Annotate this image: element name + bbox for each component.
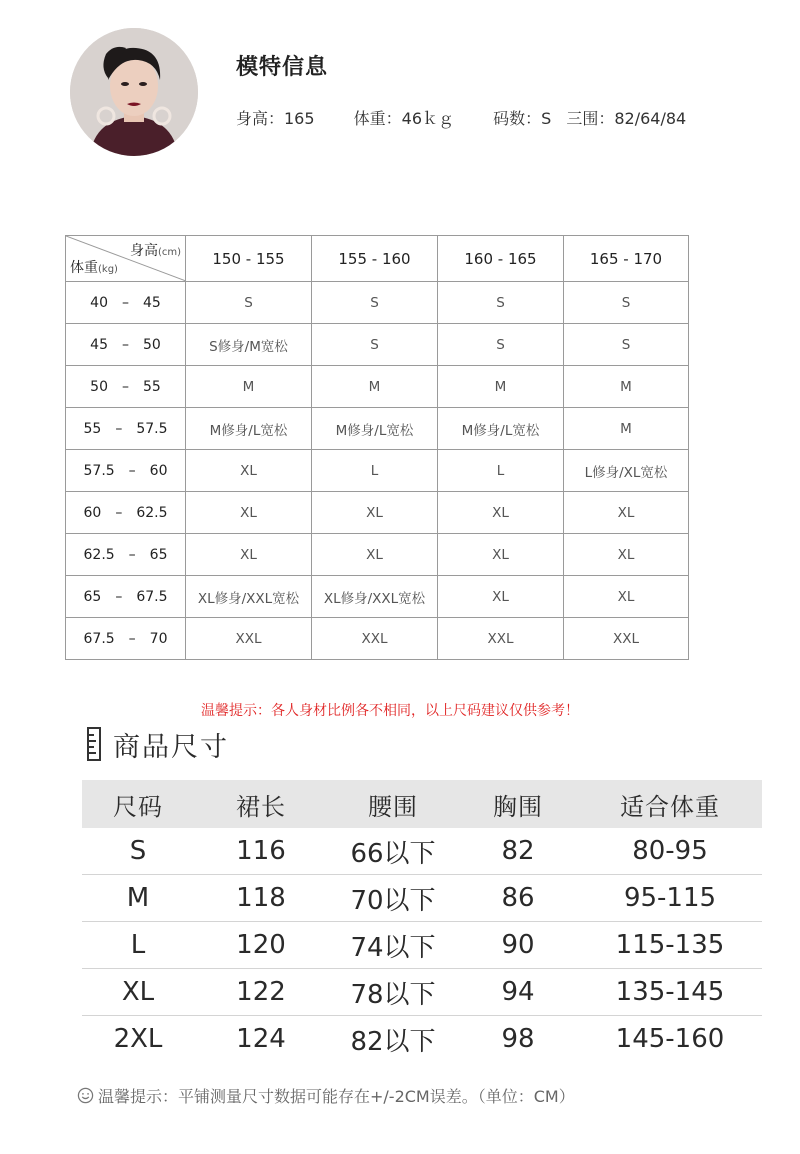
product-cell-length: 120 xyxy=(194,922,328,969)
recommended-size-cell: XL xyxy=(186,534,312,576)
weight-range-dash: – xyxy=(115,420,123,437)
recommended-size-cell: XL修身/XXL宽松 xyxy=(312,576,438,618)
recommended-size-cell: S xyxy=(438,324,564,366)
product-cell-size: M xyxy=(82,875,194,922)
product-size-row xyxy=(82,828,762,875)
product-cell-length: 122 xyxy=(194,969,328,1016)
height-range-header: 150 - 155 xyxy=(186,236,312,282)
product-cell-size: 2XL xyxy=(113,1024,163,1054)
model-info-title: 模特信息 xyxy=(236,55,329,80)
weight-range-dash: – xyxy=(128,462,136,479)
weight-range-dash: – xyxy=(128,630,136,647)
footnote-text: 温馨提示：平铺测量尺寸数据可能存在+/-2CM误差。（单位：CM） xyxy=(98,1087,575,1106)
recommended-size-cell: XL xyxy=(438,534,564,576)
ruler-icon xyxy=(87,727,101,761)
product-cell-waist: 78以下 xyxy=(328,969,458,1016)
recommended-size-cell: XXL xyxy=(186,618,312,660)
weight-from: 45 xyxy=(90,336,108,353)
product-header-row xyxy=(82,780,762,828)
weight-range-cell xyxy=(66,408,186,450)
height-axis-label: 身高(cm) xyxy=(129,243,181,259)
weight-to: 62.5 xyxy=(136,504,168,521)
recommended-size-cell: XL修身/XXL宽松 xyxy=(186,576,312,618)
recommended-size-cell: L xyxy=(438,450,564,492)
recommended-size-cell: XL xyxy=(564,534,689,576)
recommended-size-cell: S xyxy=(438,282,564,324)
size-recommendation-table xyxy=(65,235,689,660)
height-range-header: 155 - 160 xyxy=(312,236,438,282)
weight-to: 67.5 xyxy=(136,588,168,605)
recommended-size-cell: XL xyxy=(438,492,564,534)
product-cell-bust: 98 xyxy=(501,1024,535,1054)
size-chart-row xyxy=(66,408,689,450)
product-size-row xyxy=(82,1016,762,1063)
model-weight: 体重：46ｋｇ xyxy=(353,109,455,128)
column-header-weight: 适合体重 xyxy=(578,780,762,828)
recommended-size-cell: XL xyxy=(438,576,564,618)
product-size-heading xyxy=(87,726,229,762)
product-cell-weight: 115-135 xyxy=(578,922,762,969)
product-cell-length: 124 xyxy=(236,1024,286,1054)
weight-to: 60 xyxy=(149,462,168,479)
recommended-size-cell: S xyxy=(564,282,689,324)
weight-from: 55 xyxy=(83,420,102,437)
weight-to: 57.5 xyxy=(136,420,168,437)
weight-range-cell xyxy=(66,450,186,492)
size-chart-header-row xyxy=(66,236,689,282)
product-cell-length: 116 xyxy=(194,828,328,875)
column-header-bust: 胸围 xyxy=(458,780,578,828)
recommended-size-cell: S xyxy=(564,324,689,366)
product-size-row xyxy=(82,875,762,922)
product-cell-waist: 74以下 xyxy=(328,922,458,969)
product-size-row xyxy=(82,969,762,1016)
weight-range-dash: – xyxy=(122,378,129,395)
recommended-size-cell: XL xyxy=(564,576,689,618)
product-cell-bust: 94 xyxy=(458,969,578,1016)
weight-range-dash: – xyxy=(122,294,129,311)
height-range-header: 165 - 170 xyxy=(564,236,689,282)
recommended-size-cell: XL xyxy=(186,450,312,492)
recommended-size-cell: XL xyxy=(186,492,312,534)
size-chart-row xyxy=(66,618,689,660)
product-cell-weight: 135-145 xyxy=(578,969,762,1016)
size-chart-row xyxy=(66,450,689,492)
recommended-size-cell: XXL xyxy=(564,618,689,660)
model-height: 身高：165 xyxy=(236,109,315,128)
size-notice: 温馨提示：各人身材比例各不相同，以上尺码建议仅供参考！ xyxy=(201,703,579,719)
size-chart-row xyxy=(66,324,689,366)
weight-from: 60 xyxy=(83,504,102,521)
weight-from: 50 xyxy=(90,378,108,395)
recommended-size-cell: XL xyxy=(564,492,689,534)
weight-range-dash: – xyxy=(122,336,129,353)
measurement-footnote xyxy=(77,1084,575,1107)
weight-to: 55 xyxy=(143,378,161,395)
weight-from: 40 xyxy=(90,294,108,311)
size-chart-row xyxy=(66,576,689,618)
recommended-size-cell: M xyxy=(564,366,689,408)
weight-from: 62.5 xyxy=(83,546,115,563)
recommended-size-cell: M修身/L宽松 xyxy=(312,408,438,450)
product-cell-length: 118 xyxy=(194,875,328,922)
size-chart-row xyxy=(66,282,689,324)
weight-from: 65 xyxy=(83,588,102,605)
product-cell-size: L xyxy=(82,922,194,969)
recommended-size-cell: L xyxy=(312,450,438,492)
recommended-size-cell: L修身/XL宽松 xyxy=(564,450,689,492)
weight-range-cell xyxy=(66,324,186,366)
product-size-title: 商品尺寸 xyxy=(113,731,229,763)
weight-range-cell xyxy=(66,534,186,576)
column-header-length: 裙长 xyxy=(194,780,328,828)
recommended-size-cell: M xyxy=(564,408,689,450)
column-header-size: 尺码 xyxy=(82,780,194,828)
smile-icon xyxy=(77,1087,94,1104)
recommended-size-cell: M修身/L宽松 xyxy=(438,408,564,450)
product-cell-waist: 82以下 xyxy=(350,1026,436,1057)
weight-range-dash: – xyxy=(115,588,123,605)
recommended-size-cell: S xyxy=(186,282,312,324)
recommended-size-cell: M xyxy=(438,366,564,408)
recommended-size-cell: M修身/L宽松 xyxy=(186,408,312,450)
recommended-size-cell: XL xyxy=(312,534,438,576)
weight-from: 67.5 xyxy=(83,630,115,647)
weight-from: 57.5 xyxy=(83,462,115,479)
weight-to: 70 xyxy=(149,630,168,647)
product-cell-weight: 95-115 xyxy=(578,875,762,922)
size-chart-row xyxy=(66,492,689,534)
product-cell-waist: 70以下 xyxy=(328,875,458,922)
size-chart-row xyxy=(66,366,689,408)
weight-to: 65 xyxy=(149,546,168,563)
recommended-size-cell: XXL xyxy=(438,618,564,660)
product-cell-size: XL xyxy=(82,969,194,1016)
weight-range-cell xyxy=(66,366,186,408)
recommended-size-cell: XL xyxy=(312,492,438,534)
product-size-table xyxy=(82,780,762,1062)
weight-range-dash: – xyxy=(128,546,136,563)
weight-range-cell xyxy=(66,576,186,618)
product-cell-weight: 145-160 xyxy=(615,1024,725,1054)
product-cell-bust: 86 xyxy=(458,875,578,922)
weight-range-dash: – xyxy=(115,504,123,521)
product-cell-size: S xyxy=(82,828,194,875)
product-size-row xyxy=(82,922,762,969)
product-cell-bust: 82 xyxy=(458,828,578,875)
weight-range-cell xyxy=(66,618,186,660)
recommended-size-cell: S xyxy=(312,282,438,324)
model-size: 码数：S xyxy=(493,109,552,128)
weight-to: 50 xyxy=(143,336,161,353)
weight-axis-label: 体重(kg) xyxy=(70,260,118,276)
weight-to: 45 xyxy=(143,294,161,311)
model-measurements: 三围：82/64/84 xyxy=(566,109,687,128)
recommended-size-cell: XXL xyxy=(312,618,438,660)
weight-range-cell xyxy=(66,492,186,534)
model-stats xyxy=(236,106,720,129)
product-cell-weight: 80-95 xyxy=(578,828,762,875)
height-range-header: 160 - 165 xyxy=(438,236,564,282)
weight-range-cell xyxy=(66,282,186,324)
product-cell-bust: 90 xyxy=(458,922,578,969)
recommended-size-cell: S xyxy=(312,324,438,366)
product-cell-waist: 66以下 xyxy=(328,828,458,875)
recommended-size-cell: M xyxy=(312,366,438,408)
recommended-size-cell: S修身/M宽松 xyxy=(186,324,312,366)
model-avatar xyxy=(70,28,198,156)
recommended-size-cell: M xyxy=(186,366,312,408)
corner-header-cell xyxy=(66,236,186,282)
size-chart-row xyxy=(66,534,689,576)
column-header-waist: 腰围 xyxy=(328,780,458,828)
